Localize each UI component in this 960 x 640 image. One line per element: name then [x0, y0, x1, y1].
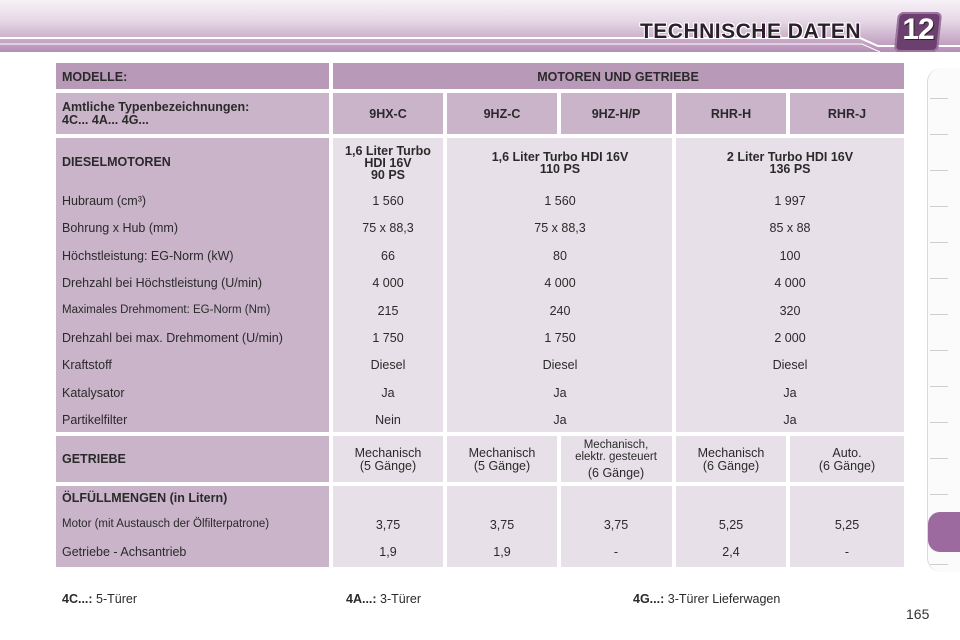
footnote-4a — [346, 592, 421, 606]
spec-label: Kraftstoff — [62, 358, 112, 372]
type-code: 9HZ-H/P — [591, 107, 641, 121]
page-title: TECHNISCHE DATEN — [639, 20, 862, 43]
chapter-number: 12 — [902, 13, 934, 46]
chapter-tab-divider — [930, 494, 948, 495]
spec-value: 66 — [381, 249, 395, 263]
chapter-tab-strip — [927, 68, 960, 572]
footnote-text: 5-Türer — [96, 592, 138, 606]
spec-value: 4 000 — [774, 276, 806, 290]
chapter-tab-divider — [930, 98, 948, 99]
spec-value: 75 x 88,3 — [534, 221, 586, 235]
spec-value: 1 997 — [774, 194, 806, 208]
chapter-tab-divider — [930, 350, 948, 351]
chapter-tab-divider — [930, 206, 948, 207]
getriebe-gears: (6 Gänge) — [587, 466, 645, 480]
spec-label: Drehzahl bei Höchstleistung (U/min) — [62, 276, 263, 290]
getriebe-type: Auto. — [832, 446, 862, 460]
footnote-code: 4C...: — [62, 592, 93, 606]
spec-value: 100 — [779, 249, 801, 263]
spec-value: 1 750 — [372, 331, 404, 345]
footnote-code: 4G...: — [633, 592, 665, 606]
oel-value: 5,25 — [834, 518, 860, 532]
spec-label: Maximales Drehmoment: EG-Norm (Nm) — [62, 304, 271, 316]
type-label-line2: 4C... 4A... 4G... — [62, 113, 149, 127]
chapter-tab-active[interactable] — [928, 512, 960, 552]
spec-value: 75 x 88,3 — [362, 221, 414, 235]
type-code: 9HZ-C — [483, 107, 521, 121]
chapter-tab-divider — [930, 564, 948, 565]
oel-value: - — [844, 545, 850, 559]
spec-value: Ja — [553, 413, 567, 427]
spec-value: Nein — [375, 413, 401, 427]
getriebe-gears: (5 Gänge) — [359, 459, 417, 473]
spec-value: Diesel — [772, 358, 808, 372]
spec-label: Partikelfilter — [62, 413, 128, 427]
spec-label: Höchstleistung: EG-Norm (kW) — [62, 249, 234, 263]
spec-value: 85 x 88 — [769, 221, 811, 235]
engine-name-line: 1,6 Liter Turbo — [345, 144, 431, 158]
spec-value: Diesel — [370, 358, 406, 372]
footnote-4c — [62, 592, 137, 606]
oel-value: 5,25 — [718, 518, 744, 532]
spec-value: Ja — [553, 386, 567, 400]
spec-value: 1 560 — [544, 194, 576, 208]
type-code: RHR-H — [710, 107, 752, 121]
spec-value: Ja — [783, 386, 797, 400]
oel-value: 3,75 — [489, 518, 515, 532]
type-code: 9HX-C — [369, 107, 407, 121]
spec-value: 2 000 — [774, 331, 806, 345]
oel-value: 3,75 — [375, 518, 401, 532]
spec-value: 1 560 — [372, 194, 404, 208]
getriebe-type: Mechanisch — [468, 446, 536, 460]
engine-name-line: HDI 16V — [364, 156, 412, 170]
getriebe-type: Mechanisch, — [583, 439, 649, 451]
chapter-tab-divider — [930, 458, 948, 459]
spec-value: 320 — [779, 304, 801, 318]
oel-value: 3,75 — [603, 518, 629, 532]
engine-power: 136 PS — [769, 162, 811, 176]
engine-name-line: 2 Liter Turbo HDI 16V — [726, 150, 854, 164]
chapter-tab-divider — [930, 278, 948, 279]
spec-value: 1 750 — [544, 331, 576, 345]
chapter-tab-divider — [930, 170, 948, 171]
spec-value: 215 — [377, 304, 399, 318]
spec-value: Diesel — [542, 358, 578, 372]
getriebe-type: Mechanisch — [697, 446, 765, 460]
oel-row-label: Getriebe - Achsantrieb — [62, 545, 187, 559]
chapter-tab-divider — [930, 422, 948, 423]
spec-value: 240 — [549, 304, 571, 318]
engine-power: 110 PS — [539, 162, 581, 176]
chapter-tab-divider — [930, 314, 948, 315]
spec-label: Hubraum (cm³) — [62, 194, 147, 208]
spec-label: Drehzahl bei max. Drehmoment (U/min) — [62, 331, 283, 345]
getriebe-type: Mechanisch — [354, 446, 422, 460]
spec-label: Katalysator — [62, 386, 125, 400]
spec-label: Bohrung x Hub (mm) — [62, 221, 179, 235]
getriebe-gears: (5 Gänge) — [473, 459, 531, 473]
page-number: 165 — [906, 606, 930, 622]
footnote-4g — [633, 592, 780, 606]
oel-row-label: Motor (mit Austausch der Ölfilterpatrone) — [62, 518, 270, 530]
spec-value: Ja — [783, 413, 797, 427]
type-label-line1: Amtliche Typenbezeichnungen: — [62, 100, 250, 114]
oel-label: ÖLFÜLLMENGEN (in Litern) — [62, 491, 228, 505]
getriebe-gears: (6 Gänge) — [702, 459, 760, 473]
chapter-tab-divider — [930, 242, 948, 243]
oel-value: 1,9 — [379, 545, 397, 559]
footnote-text: 3-Türer Lieferwagen — [667, 592, 781, 606]
engine-name-line: 1,6 Liter Turbo HDI 16V — [491, 150, 629, 164]
chapter-tab-divider — [930, 134, 948, 135]
getriebe-label: GETRIEBE — [62, 452, 126, 466]
oel-value: 2,4 — [722, 545, 740, 559]
motoren-label: MOTOREN UND GETRIEBE — [537, 70, 699, 84]
getriebe-type: elektr. gesteuert — [575, 451, 657, 463]
oel-value: 1,9 — [493, 545, 511, 559]
spec-value: 4 000 — [372, 276, 404, 290]
modelle-label: MODELLE: — [62, 70, 128, 84]
type-code: RHR-J — [827, 107, 867, 121]
footnote-code: 4A...: — [346, 592, 377, 606]
chapter-tab-divider — [930, 386, 948, 387]
oel-value: - — [613, 545, 619, 559]
footnote-text: 3-Türer — [380, 592, 422, 606]
diesel-label: DIESELMOTOREN — [62, 155, 171, 169]
getriebe-gears: (6 Gänge) — [818, 459, 876, 473]
spec-value: 4 000 — [544, 276, 576, 290]
engine-power: 90 PS — [370, 168, 406, 182]
spec-value: 80 — [553, 249, 567, 263]
spec-value: Ja — [381, 386, 395, 400]
